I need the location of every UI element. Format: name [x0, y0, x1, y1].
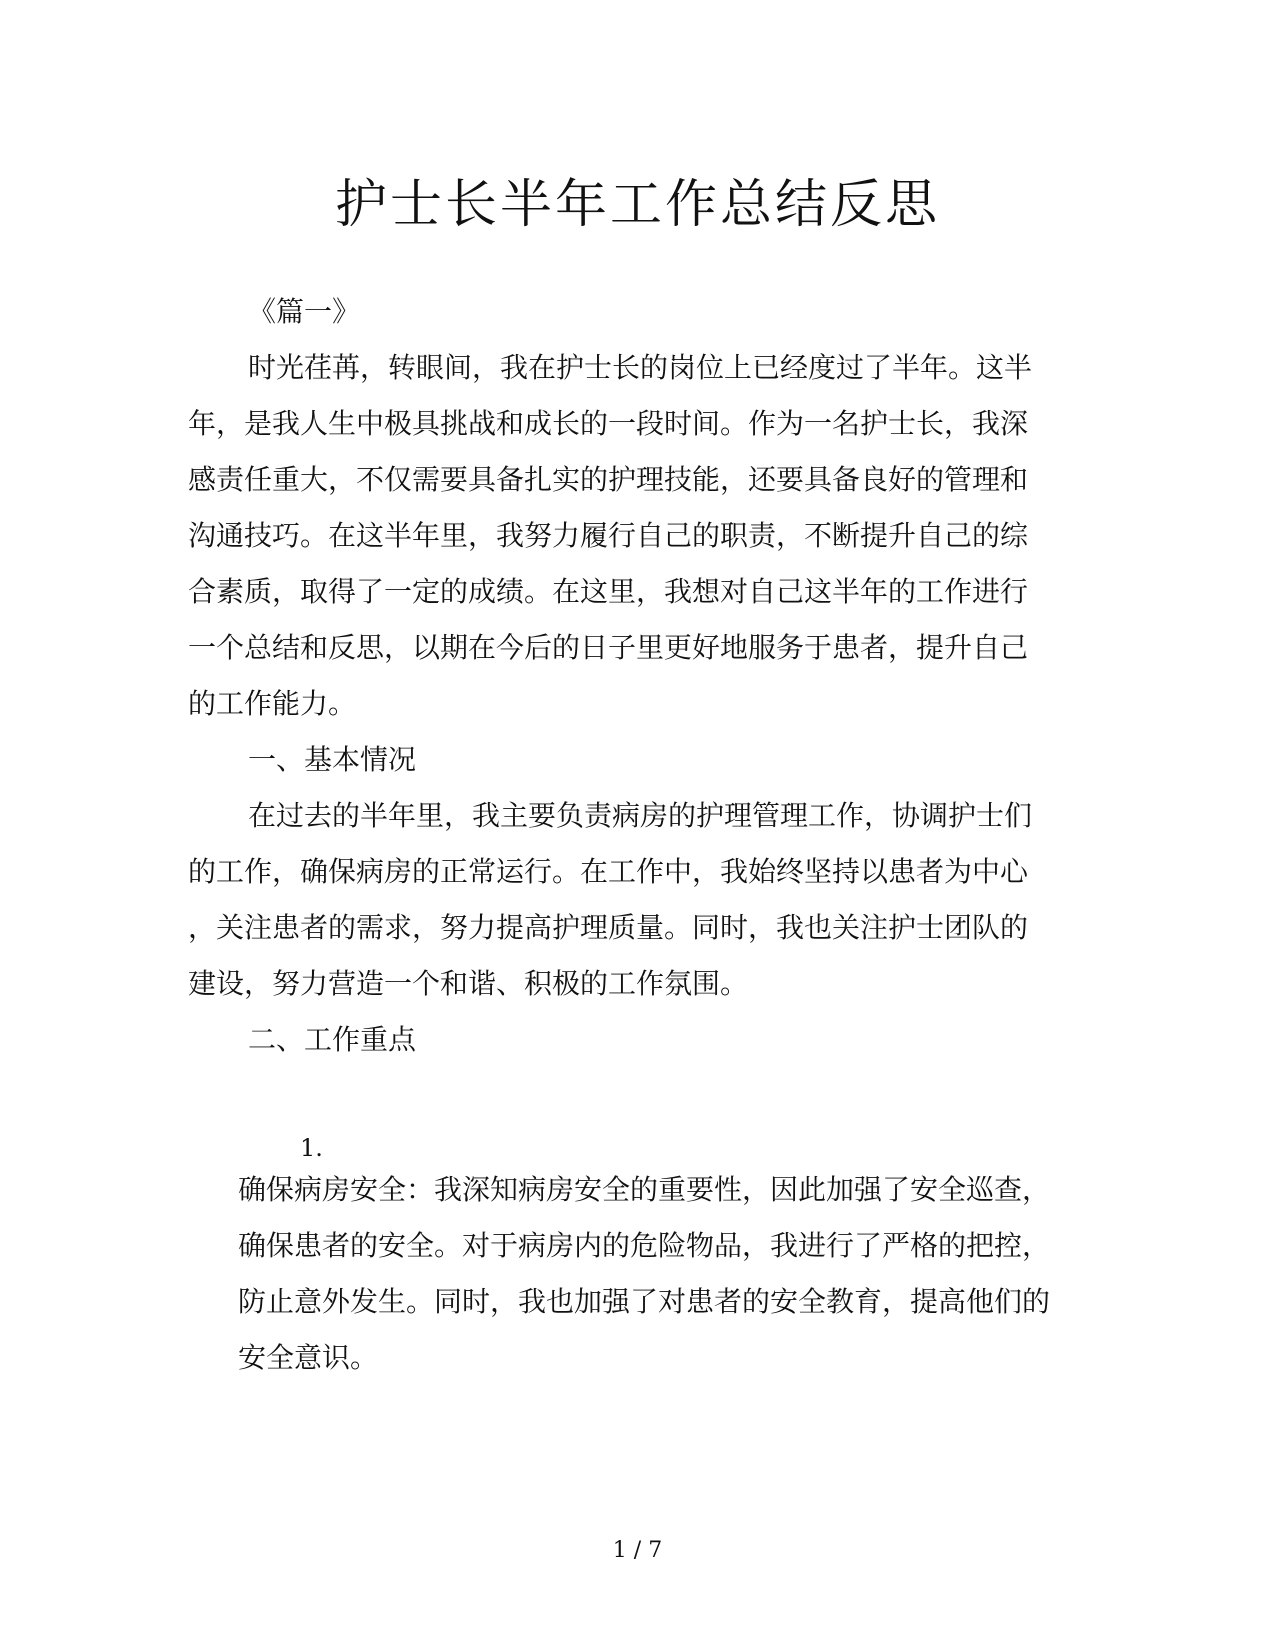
section-label: 《篇一》	[248, 295, 361, 328]
paragraph-line: 的工作，确保病房的正常运行。在工作中，我始终坚持以患者为中心	[188, 855, 1029, 888]
paragraph-line: 防止意外发生。同时，我也加强了对患者的安全教育，提高他们的	[238, 1285, 1051, 1318]
paragraph-line: 一个总结和反思，以期在今后的日子里更好地服务于患者，提升自己	[188, 631, 1029, 664]
list-item	[238, 1162, 1118, 1386]
section-label-block	[188, 284, 1068, 340]
paragraph-line: 在过去的半年里，我主要负责病房的护理管理工作，协调护士们	[248, 799, 1033, 832]
section-heading: 一、基本情况	[248, 743, 417, 776]
paragraph-line: 的工作能力。	[188, 687, 357, 720]
paragraph-line: 时光荏苒，转眼间，我在护士长的岗位上已经度过了半年。这半	[248, 351, 1033, 384]
list-number: 1.	[300, 1134, 323, 1162]
paragraph-line: 确保患者的安全。对于病房内的危险物品，我进行了严格的把控，	[238, 1229, 1051, 1262]
paragraph-line: 沟通技巧。在这半年里，我努力履行自己的职责，不断提升自己的综	[188, 519, 1029, 552]
intro-paragraph	[188, 340, 1068, 732]
paragraph-line: 合素质，取得了一定的成绩。在这里，我想对自己这半年的工作进行	[188, 575, 1029, 608]
heading-focus-block	[188, 1012, 1068, 1068]
paragraph-line: 建设，努力营造一个和谐、积极的工作氛围。	[188, 967, 749, 1000]
basic-paragraph	[188, 788, 1068, 1012]
paragraph-line: ，关注患者的需求，努力提高护理质量。同时，我也关注护士团队的	[188, 911, 1029, 944]
paragraph-line: 年，是我人生中极具挑战和成长的一段时间。作为一名护士长，我深	[188, 407, 1029, 440]
paragraph-line: 确保病房安全：我深知病房安全的重要性，因此加强了安全巡查，	[238, 1173, 1051, 1206]
page-number: 1 / 7	[612, 1538, 663, 1563]
paragraph-line: 感责任重大，不仅需要具备扎实的护理技能，还要具备良好的管理和	[188, 463, 1029, 496]
document-title: 护士长半年工作总结反思	[334, 175, 940, 235]
paragraph-line: 安全意识。	[238, 1341, 379, 1374]
heading-basic-block	[188, 732, 1068, 788]
section-heading: 二、工作重点	[248, 1023, 417, 1056]
